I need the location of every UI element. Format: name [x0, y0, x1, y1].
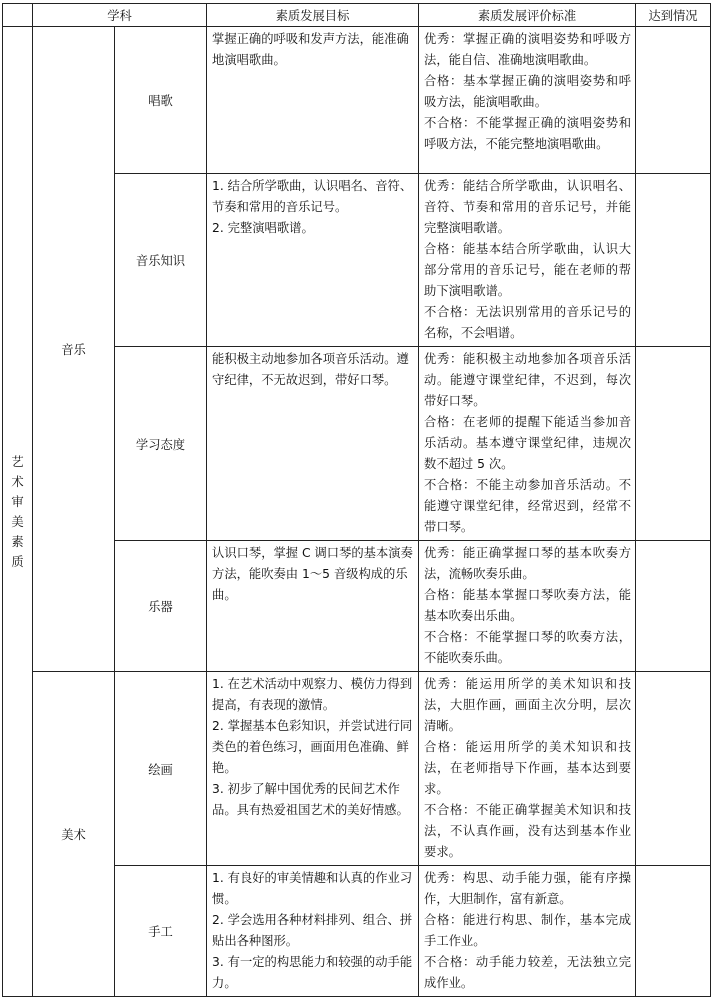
criteria-excellent: 优秀：能运用所学的美术知识和技法，大胆作画，画面主次分明，层次清晰。 — [424, 677, 632, 733]
goal-music-knowledge — [207, 174, 419, 347]
criteria-pass: 合格：能运用所学的美术知识和技法，在老师指导下作画，基本达到要求。 — [424, 740, 632, 796]
criteria-fail: 不合格：无法识别常用的音乐记号的名称，不会唱谱。 — [424, 305, 632, 340]
criteria-instrument — [419, 541, 636, 672]
table-row-singing — [3, 27, 711, 174]
status-cell-handcraft[interactable] — [636, 866, 711, 997]
table-row-drawing — [3, 672, 711, 866]
criteria-handcraft — [419, 866, 636, 997]
goal-line: 认识口琴，掌握 C 调口琴的基本演奏方法，能吹奏由 1～5 音级构成的乐曲。 — [212, 546, 413, 602]
subject-cell-music: 音乐 — [33, 27, 115, 672]
criteria-fail: 不合格：不能掌握正确的演唱姿势和呼吸方法，不能完整地演唱歌曲。 — [424, 116, 632, 151]
item-drawing: 绘画 — [115, 672, 207, 866]
criteria-pass: 合格：基本掌握正确的演唱姿势和呼吸方法，能演唱歌曲。 — [424, 74, 632, 109]
status-cell-singing[interactable] — [636, 27, 711, 174]
subject-cell-art: 美术 — [33, 672, 115, 997]
criteria-singing — [419, 27, 636, 174]
header-status: 达到情况 — [636, 4, 711, 27]
goal-line: 2. 学会选用各种材料排列、组合、拼贴出各种图形。 — [212, 913, 413, 948]
goal-attitude — [207, 347, 419, 541]
criteria-fail: 不合格：不能掌握口琴的吹奏方法，不能吹奏乐曲。 — [424, 630, 632, 665]
header-subject: 学科 — [33, 4, 207, 27]
goal-line: 1. 有良好的审美情趣和认真的作业习惯。 — [212, 871, 413, 906]
criteria-music-knowledge — [419, 174, 636, 347]
item-attitude: 学习态度 — [115, 347, 207, 541]
criteria-excellent: 优秀：能积极主动地参加各项音乐活动。能遵守课堂纪律，不迟到，每次带好口琴。 — [424, 352, 632, 408]
goal-instrument — [207, 541, 419, 672]
criteria-excellent: 优秀：能正确掌握口琴的基本吹奏方法，流畅吹奏乐曲。 — [424, 546, 632, 581]
goal-line: 1. 在艺术活动中观察力、模仿力得到提高，有表现的激情。 — [212, 677, 413, 712]
evaluation-table — [2, 3, 711, 997]
category-cell — [3, 27, 33, 997]
goal-line: 2. 掌握基本色彩知识，并尝试进行同类色的着色练习，画面用色准确、鲜艳。 — [212, 719, 413, 775]
header-row — [3, 4, 711, 27]
goal-line: 3. 初步了解中国优秀的民间艺术作品。具有热爱祖国艺术的美好情感。 — [212, 782, 409, 817]
item-handcraft: 手工 — [115, 866, 207, 997]
criteria-excellent: 优秀：构思、动手能力强，能有序操作，大胆制作，富有新意。 — [424, 871, 632, 906]
criteria-excellent: 优秀：能结合所学歌曲，认识唱名、音符、节奏和常用的音乐记号，并能完整演唱歌谱。 — [424, 179, 632, 235]
status-cell-drawing[interactable] — [636, 672, 711, 866]
status-cell-music-knowledge[interactable] — [636, 174, 711, 347]
goal-line: 3. 有一定的构思能力和较强的动手能力。 — [212, 955, 413, 990]
item-music-knowledge: 音乐知识 — [115, 174, 207, 347]
goal-line: 1. 结合所学歌曲，认识唱名、音符、节奏和常用的音乐记号。 — [212, 179, 413, 214]
criteria-fail: 不合格：不能主动参加音乐活动。不能遵守课堂纪律，经常迟到，经常不带口琴。 — [424, 478, 632, 534]
item-singing: 唱歌 — [115, 27, 207, 174]
category-label: 艺术审美素质 — [11, 454, 24, 569]
criteria-drawing — [419, 672, 636, 866]
goal-line: 掌握正确的呼吸和发声方法，能准确地演唱歌曲。 — [212, 32, 409, 67]
header-criteria: 素质发展评价标准 — [419, 4, 636, 27]
criteria-pass: 合格：能基本结合所学歌曲，认识大部分常用的音乐记号，能在老师的帮助下演唱歌谱。 — [424, 242, 632, 298]
criteria-pass: 合格：在老师的提醒下能适当参加音乐活动。基本遵守课堂纪律，违规次数不超过 5 次。 — [424, 415, 632, 471]
item-instrument: 乐器 — [115, 541, 207, 672]
goal-drawing — [207, 672, 419, 866]
header-goal: 素质发展目标 — [207, 4, 419, 27]
criteria-pass: 合格：能基本掌握口琴吹奏方法，能基本吹奏出乐曲。 — [424, 588, 632, 623]
status-cell-attitude[interactable] — [636, 347, 711, 541]
goal-handcraft — [207, 866, 419, 997]
criteria-fail: 不合格：动手能力较差，无法独立完成作业。 — [424, 955, 632, 990]
criteria-excellent: 优秀：掌握正确的演唱姿势和呼吸方法，能自信、准确地演唱歌曲。 — [424, 32, 632, 67]
goal-singing — [207, 27, 419, 174]
criteria-attitude — [419, 347, 636, 541]
criteria-fail: 不合格：不能正确掌握美术知识和技法，不认真作画，没有达到基本作业要求。 — [424, 803, 632, 859]
goal-line: 2. 完整演唱歌谱。 — [212, 221, 314, 235]
status-cell-instrument[interactable] — [636, 541, 711, 672]
goal-line: 能积极主动地参加各项音乐活动。遵守纪律，不无故迟到，带好口琴。 — [212, 352, 409, 387]
header-blank — [3, 4, 33, 27]
criteria-pass: 合格：能进行构思、制作，基本完成手工作业。 — [424, 913, 632, 948]
